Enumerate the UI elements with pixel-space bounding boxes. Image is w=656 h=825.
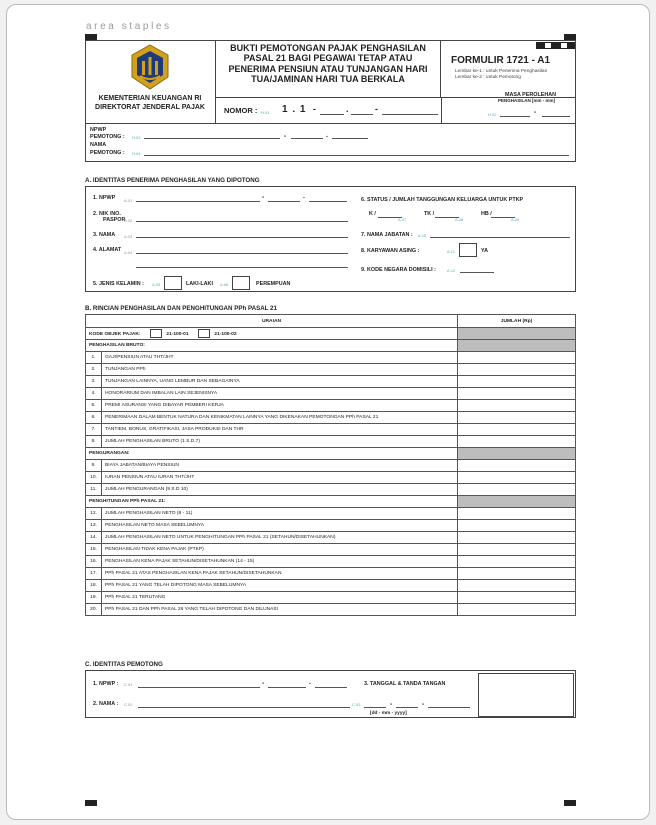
row-description: PENERIMAAN DALAM BENTUK NATURA DAN KENIKMATAN LAINNYA YANG DIKENAKAN PEMOTONGAN PPh PASAL 21 (102, 412, 458, 424)
a03-code: A.03 (124, 234, 133, 239)
lembar-1: Lembar ke-1 : untuk Penerima Penghasilan (455, 69, 548, 74)
h02-code: H.02 (488, 112, 497, 117)
row-amount-field[interactable] (458, 556, 576, 568)
c02-code: C.02 (124, 702, 133, 707)
row-number: 2. (86, 364, 102, 376)
h03-code: H.03 (132, 135, 141, 140)
nomor-field-2[interactable] (351, 114, 373, 115)
section-b-title: B. RINCIAN PENGHASILAN DAN PENGHITUNGAN PPh PASAL 21 (85, 305, 277, 312)
group-header-label: PENGHITUNGAN PPh PASAL 21: (86, 496, 458, 508)
kode-objek-label: KODE OBJEK PAJAK: (89, 331, 141, 337)
masa-perolehan-cell (441, 92, 576, 124)
row-description: PENGHASILAN NETO MASA SEBELUMNYA (102, 520, 458, 532)
row-number: 17. (86, 568, 102, 580)
row-description: PPh PASAL 21 ATAS PENGHASILAN KENA PAJAK SETAHUN/DISETAHUNKAN (102, 568, 458, 580)
k-field[interactable] (378, 217, 402, 218)
group-header-amount (458, 496, 576, 508)
table-row (86, 424, 576, 436)
row-number: 12. (86, 508, 102, 520)
section-c-title: C. IDENTITAS PEMOTONG (85, 661, 163, 668)
npwp-pemotong-sep-2: . (326, 132, 328, 139)
row-amount-field[interactable] (458, 544, 576, 556)
a-nik-label: 2. NIK /NO. (93, 211, 121, 217)
row-number: 8. (86, 436, 102, 448)
form-title (216, 40, 440, 85)
a-npwp-sep-1: - (262, 194, 265, 201)
row-description: IURAN PENSIUN ATAU IURAN THT/JHT (102, 472, 458, 484)
a01-code: A.01 (124, 198, 133, 203)
c03-code: C.03 (352, 702, 361, 707)
a09-code: A.09 (511, 217, 520, 222)
row-number: 3. (86, 376, 102, 388)
row-number: 5. (86, 400, 102, 412)
table-group-header (86, 496, 576, 508)
row-number: 16. (86, 556, 102, 568)
ministry-logo-icon (128, 43, 172, 91)
a-status-label: 6. STATUS / JUMLAH TANGGUNGAN KELUARGA UNTUK PTKP (361, 197, 524, 203)
row-amount-field[interactable] (458, 580, 576, 592)
a02-code: A.02 (124, 218, 133, 223)
c-npwp-sep-2: . (309, 679, 311, 686)
a04-code: A.04 (124, 250, 133, 255)
perempuan-checkbox[interactable] (232, 276, 250, 290)
row-amount-field[interactable] (458, 472, 576, 484)
table-row (86, 484, 576, 496)
row-number: 11. (86, 484, 102, 496)
row-number: 14. (86, 532, 102, 544)
table-row (86, 544, 576, 556)
row-amount-field[interactable] (458, 508, 576, 520)
row-description: PREMI ASURANSI YANG DIBAYAR PEMBERI KERJA (102, 400, 458, 412)
table-row (86, 580, 576, 592)
pemotong-box (85, 124, 576, 162)
a-npwp-label: 1. NPWP (93, 195, 116, 201)
row-amount-field[interactable] (458, 424, 576, 436)
row-amount-field[interactable] (458, 484, 576, 496)
a05-code: A.05 (152, 282, 161, 287)
c-npwp-field[interactable] (138, 687, 260, 688)
row-description: TUNJANGAN LAINNYA, UANG LEMBUR DAN SEBAGAINYA (102, 376, 458, 388)
k-label: K / (369, 211, 376, 217)
ministry-name (85, 95, 215, 112)
perempuan-label: PEREMPUAN (256, 281, 291, 287)
npwp-pemotong-label-2: PEMOTONG : (90, 134, 125, 140)
row-description: JUMLAH PENGHASILAN NETO (8 - 11) (102, 508, 458, 520)
masa-label: MASA PEROLEHAN (505, 92, 557, 98)
table-row (86, 364, 576, 376)
table-row (86, 388, 576, 400)
nomor-field-3[interactable] (382, 114, 438, 115)
hb-label: HB / (481, 211, 492, 217)
table-row (86, 556, 576, 568)
row-description: JUMLAH PENGURANGAN (9 S.D 10) (102, 484, 458, 496)
c-tanggal-label: 3. TANGGAL & TANDA TANGAN (364, 681, 446, 687)
nama-pemotong-field[interactable] (144, 155, 569, 156)
table-header-row (86, 315, 576, 328)
table-group-header (86, 448, 576, 460)
group-header-label: PENGHASILAN BRUTO: (86, 340, 458, 352)
group-header-amount (458, 340, 576, 352)
row-amount-field[interactable] (458, 592, 576, 604)
table-row (86, 376, 576, 388)
row-number: 18. (86, 580, 102, 592)
row-amount-field[interactable] (458, 520, 576, 532)
kode-2-label: 21-100-02 (214, 331, 237, 337)
row-description: PPh PASAL 21 YANG TELAH DIPOTONG MASA SEBELUMNYA (102, 580, 458, 592)
a06-code: A.06 (220, 282, 229, 287)
row-number: 1. (86, 352, 102, 364)
a11-code: A.11 (447, 249, 455, 254)
ya-label: YA (481, 248, 488, 254)
a-nama-field[interactable] (136, 237, 348, 238)
row-amount-field[interactable] (458, 388, 576, 400)
nomor-label: NOMOR : (224, 106, 258, 115)
laki-laki-label: LAKI-LAKI (186, 281, 213, 287)
npwp-pemotong-field[interactable] (144, 138, 280, 139)
title-line-3: PENERIMA PENSIUN ATAU TUNJANGAN HARI (228, 63, 428, 74)
c-nama-label: 2. NAMA : (93, 701, 119, 707)
c-date-yyyy[interactable] (428, 707, 470, 708)
nama-pemotong-label-2: PEMOTONG : (90, 150, 125, 156)
table-row (86, 400, 576, 412)
a-alamat-field-2[interactable] (136, 267, 348, 268)
section-a-title: A. IDENTITAS PENERIMA PENGHASILAN YANG DIPOTONG (85, 177, 260, 184)
c01-code: C.01 (124, 682, 133, 687)
row-amount-field[interactable] (458, 412, 576, 424)
c-date-dd[interactable] (364, 707, 386, 708)
row-number: 20. (86, 604, 102, 616)
table-row (86, 412, 576, 424)
a-alamat-label: 4. ALAMAT (93, 247, 122, 253)
table-group-header (86, 340, 576, 352)
row-description: JUMLAH PENGHASILAN NETO UNTUK PENGHITUNGAN PPh PASAL 21 (SETAHUN/DISETAHUNKAN) (102, 532, 458, 544)
npwp-pemotong-field-3[interactable] (332, 138, 368, 139)
kode-2-checkbox[interactable] (198, 329, 210, 338)
table-row (86, 520, 576, 532)
title-line-2: PASAL 21 BAGI PEGAWAI TETAP ATAU (243, 53, 413, 64)
row-description: PENGHASILAN KENA PAJAK SETAHUN/DISETAHUNKAN (14 - 15) (102, 556, 458, 568)
row-number: 7. (86, 424, 102, 436)
table-row (86, 508, 576, 520)
row-number: 6. (86, 412, 102, 424)
row-number: 13. (86, 520, 102, 532)
form-code: FORMULIR 1721 - A1 (451, 55, 551, 66)
ministry-label: KEMENTERIAN KEUANGAN RI (98, 95, 202, 102)
row-description: BIAYA JABATAN/BIAYA PENSIUN (102, 460, 458, 472)
nomor-dash-1: - (313, 104, 316, 114)
tk-field[interactable] (435, 217, 459, 218)
a10-code: A.10 (418, 233, 427, 238)
laki-laki-checkbox[interactable] (164, 276, 182, 290)
kode-1-label: 21-100-01 (166, 331, 189, 337)
form-code-cell (441, 40, 576, 97)
karyawan-asing-checkbox[interactable] (459, 243, 477, 257)
a-negara-field[interactable] (460, 272, 494, 273)
row-amount-field[interactable] (458, 568, 576, 580)
hb-field[interactable] (491, 217, 515, 218)
a-npwp-field-3[interactable] (309, 201, 347, 202)
col-uraian-header: URAIAN (86, 315, 458, 328)
a-nama-label: 3. NAMA (93, 232, 116, 238)
row-amount-field[interactable] (458, 376, 576, 388)
row-description: PPh PASAL 21 TERUTANG (102, 592, 458, 604)
kode-objek-amount (458, 328, 576, 340)
a-alamat-field[interactable] (136, 253, 348, 254)
row-amount-field[interactable] (458, 400, 576, 412)
a12-code: A.12 (447, 268, 456, 273)
a-jabatan-field[interactable] (430, 237, 570, 238)
c-npwp-field-3[interactable] (315, 687, 347, 688)
c-npwp-sep-1: - (262, 680, 265, 687)
table-row (86, 472, 576, 484)
row-number: 4. (86, 388, 102, 400)
area-staples-watermark: area staples (86, 21, 172, 32)
npwp-pemotong-label: NPWP (90, 127, 107, 133)
row-description: PPh PASAL 21 DAN PPh PASAL 26 YANG TELAH DIPOTONG DAN DILUNASI (102, 604, 458, 616)
table-row (86, 436, 576, 448)
row-number: 19. (86, 592, 102, 604)
c-date-sep-2: - (422, 701, 425, 708)
nomor-dot: . (346, 104, 349, 114)
a-npwp-sep-2: . (303, 193, 305, 200)
group-header-amount (458, 448, 576, 460)
rincian-table (85, 314, 576, 616)
masa-label-2: PENGHASILAN [mm - mm] (498, 98, 556, 103)
nomor-row (215, 97, 441, 124)
nomor-prefix: 1 . 1 (282, 104, 307, 115)
kode-objek-row (86, 328, 576, 340)
kode-1-checkbox[interactable] (150, 329, 162, 338)
tk-label: TK / (424, 211, 435, 217)
section-c-box (85, 670, 576, 718)
row-amount-field[interactable] (458, 604, 576, 616)
table-row (86, 604, 576, 616)
col-jumlah-header: JUMLAH (Rp) (458, 315, 576, 328)
row-amount-field[interactable] (458, 364, 576, 376)
h04-code: H.04 (132, 151, 141, 156)
c-date-sep-1: - (390, 701, 393, 708)
table-row (86, 568, 576, 580)
row-description: JUMLAH PENGHASILAN BRUTO (1 S.D.7) (102, 436, 458, 448)
row-amount-field[interactable] (458, 532, 576, 544)
a-npwp-field-2[interactable] (268, 201, 300, 202)
row-description: GAJI/PENSIUN ATAU THT/JHT (102, 352, 458, 364)
nomor-dash-2: - (375, 104, 378, 114)
form-title-cell (215, 40, 441, 97)
signature-box[interactable] (478, 673, 574, 717)
nomor-field-1[interactable] (320, 114, 344, 115)
nama-pemotong-label: NAMA (90, 142, 107, 148)
lembar-2: Lembar ke-2 : untuk Pemotong (455, 75, 521, 80)
masa-sep: - (534, 109, 537, 116)
group-header-label: PENGURANGAN: (86, 448, 458, 460)
title-line-1: BUKTI PEMOTONGAN PAJAK PENGHASILAN (230, 43, 426, 53)
a-jabatan-label: 7. NAMA JABATAN : (361, 232, 413, 238)
directorate-label: DIREKTORAT JENDERAL PAJAK (95, 103, 205, 111)
a-karyawan-label: 8. KARYAWAN ASING : (361, 248, 420, 254)
row-amount-field[interactable] (458, 436, 576, 448)
row-number: 9. (86, 460, 102, 472)
table-row (86, 460, 576, 472)
registration-mark-bottom-right (564, 800, 576, 806)
a-npwp-field[interactable] (136, 201, 260, 202)
a-nik-field[interactable] (136, 221, 348, 222)
row-description: TUNJANGAN PPh (102, 364, 458, 376)
row-number: 15. (86, 544, 102, 556)
section-a-box (85, 186, 576, 292)
table-row (86, 592, 576, 604)
masa-end-field[interactable] (542, 116, 570, 117)
row-description: HONORARIUM DAN IMBALAN LAIN SEJENISNYA (102, 388, 458, 400)
row-description: PENGHASILAN TIDAK KENA PAJAK (PTKP) (102, 544, 458, 556)
nomor-code: H.01 (261, 110, 270, 115)
title-line-4: TUA/JAMINAN HARI TUA BERKALA (251, 74, 405, 85)
a-jk-label: 5. JENIS KELAMIN : (93, 281, 144, 287)
a08-code: A.08 (455, 217, 464, 222)
table-row (86, 532, 576, 544)
c-date-format: [dd - mm - yyyy] (370, 711, 407, 716)
npwp-pemotong-sep-1: - (284, 133, 287, 140)
row-description: TANTIEM, BONUS, GRATIFIKASI, JASA PRODUKSI DAN THR (102, 424, 458, 436)
c-npwp-label: 1. NPWP : (93, 681, 119, 687)
c-npwp-field-2[interactable] (268, 687, 306, 688)
c-nama-field[interactable] (138, 707, 350, 708)
a07-code: A.07 (398, 217, 407, 222)
table-row (86, 352, 576, 364)
registration-mark-bottom-left (85, 800, 97, 806)
a-paspor-label: PASPOR (103, 217, 126, 223)
row-amount-field[interactable] (458, 460, 576, 472)
a-negara-label: 9. KODE NEGARA DOMISILI : (361, 267, 436, 273)
row-amount-field[interactable] (458, 352, 576, 364)
npwp-pemotong-field-2[interactable] (291, 138, 323, 139)
row-number: 10. (86, 472, 102, 484)
masa-start-field[interactable] (500, 116, 530, 117)
c-date-mm[interactable] (396, 707, 418, 708)
